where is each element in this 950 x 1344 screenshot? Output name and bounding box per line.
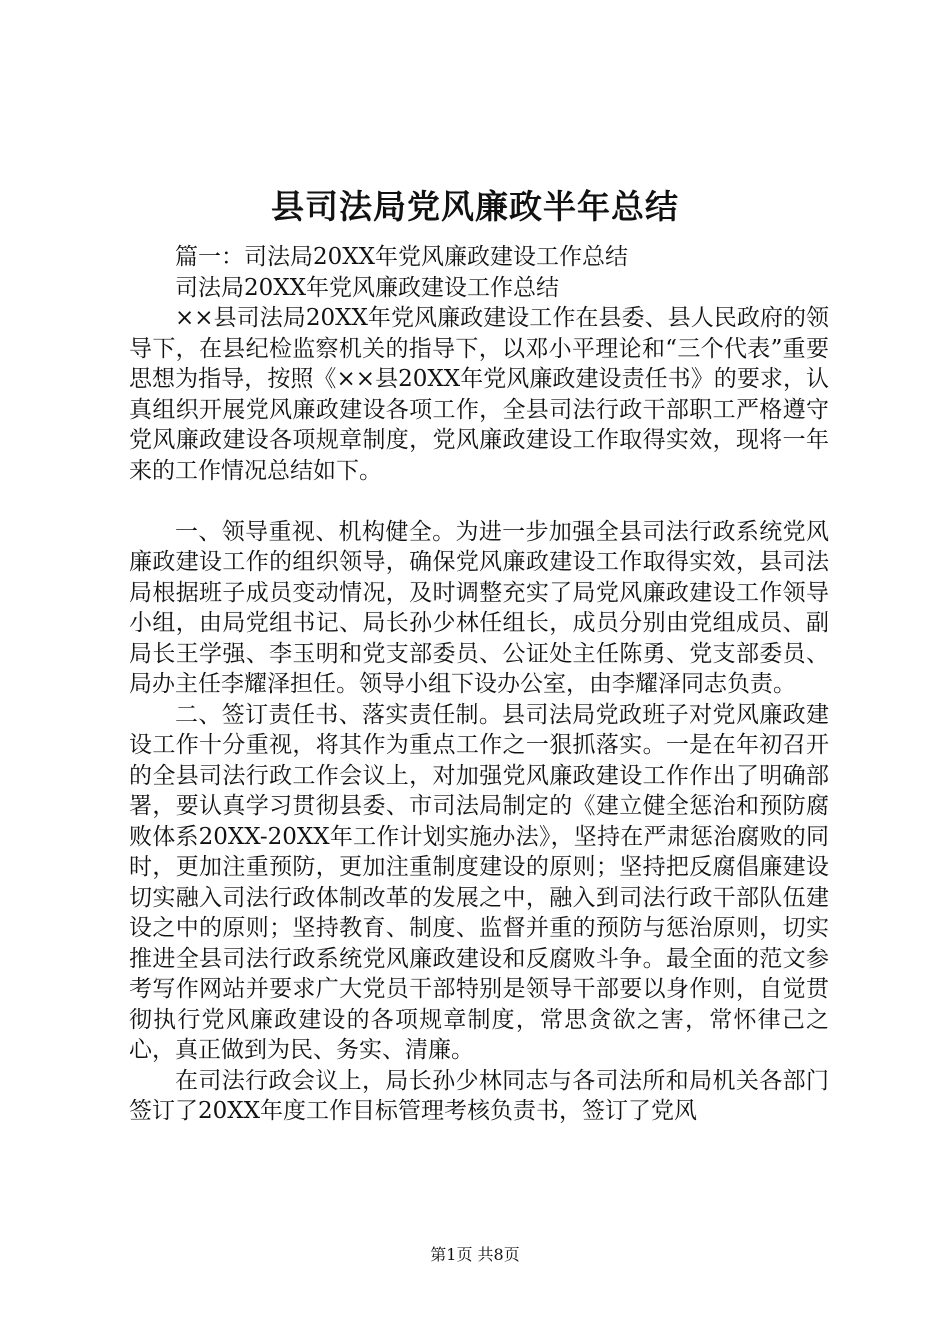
paragraph-section-1: 一、领导重视、机构健全。为进一步加强全县司法行政系统党风廉政建设工作的组织领导，确保党风廉政建设工作取得实效，县司法局根据班子成员变动情况，及时调整充实了局党风廉政建设工作领导小组，由局党组书记、局长孙少林任组长，成员分别由党组成员、副局长王学强、李玉明和党支部委员、公证处主任陈勇、党支部委员、局办主任李耀泽担任。领导小组下设办公室，由李耀泽同志负责。: [129, 518, 829, 697]
paragraph-article-heading: 篇一：司法局20XX年党风廉政建设工作总结: [175, 244, 629, 270]
paragraph-intro: ××县司法局20XX年党风廉政建设工作在县委、县人民政府的领导下，在县纪检监察机关的指导下，以邓小平理论和“三个代表”重要思想为指导，按照《××县20XX年党风廉政建设责任书》的要求，认真组织开展党风廉政建设各项工作，全县司法行政干部职工严格遵守党风廉政建设各项规章制度，党风廉政建设工作取得实效，现将一年来的工作情况总结如下。: [129, 305, 829, 484]
paragraph-subtitle: 司法局20XX年党风廉政建设工作总结: [175, 274, 560, 301]
page-footer: 第1页 共8页: [430, 1245, 520, 1264]
document-title: 县司法局党风廉政半年总结: [271, 187, 679, 226]
paragraph-spacer: [129, 486, 829, 517]
paragraph-section-2: 二、签订责任书、落实责任制。县司法局党政班子对党风廉政建设工作十分重视，将其作为重点工作之一狠抓落实。一是在年初召开的全县司法行政工作会议上，对加强党风廉政建设工作作出了明确部署，要认真学习贯彻县委、市司法局制定的《建立健全惩治和预防腐败体系20XX-20XX年工作计划实施办法》，坚持在严肃惩治腐败的同时，更加注重预防，更加注重制度建设的原则；坚持把反腐倡廉建设切实融入司法行政体制改革的发展之中，融入到司法行政干部队伍建设之中的原则；坚持教育、制度、监督并重的预防与惩治原则，切实推进全县司法行政系统党风廉政建设和反腐败斗争。最全面的范文参考写作网站并要求广大党员干部特别是领导干部要以身作则，自觉贯彻执行党风廉政建设的各项规章制度，常思贪欲之害，常怀律己之心，真正做到为民、务实、清廉。: [129, 701, 829, 1063]
paragraph-meeting: 在司法行政会议上，局长孙少林同志与各司法所和局机关各部门签订了20XX年度工作目标管理考核负责书，签订了党风: [129, 1067, 829, 1124]
document-body: [129, 242, 829, 1127]
